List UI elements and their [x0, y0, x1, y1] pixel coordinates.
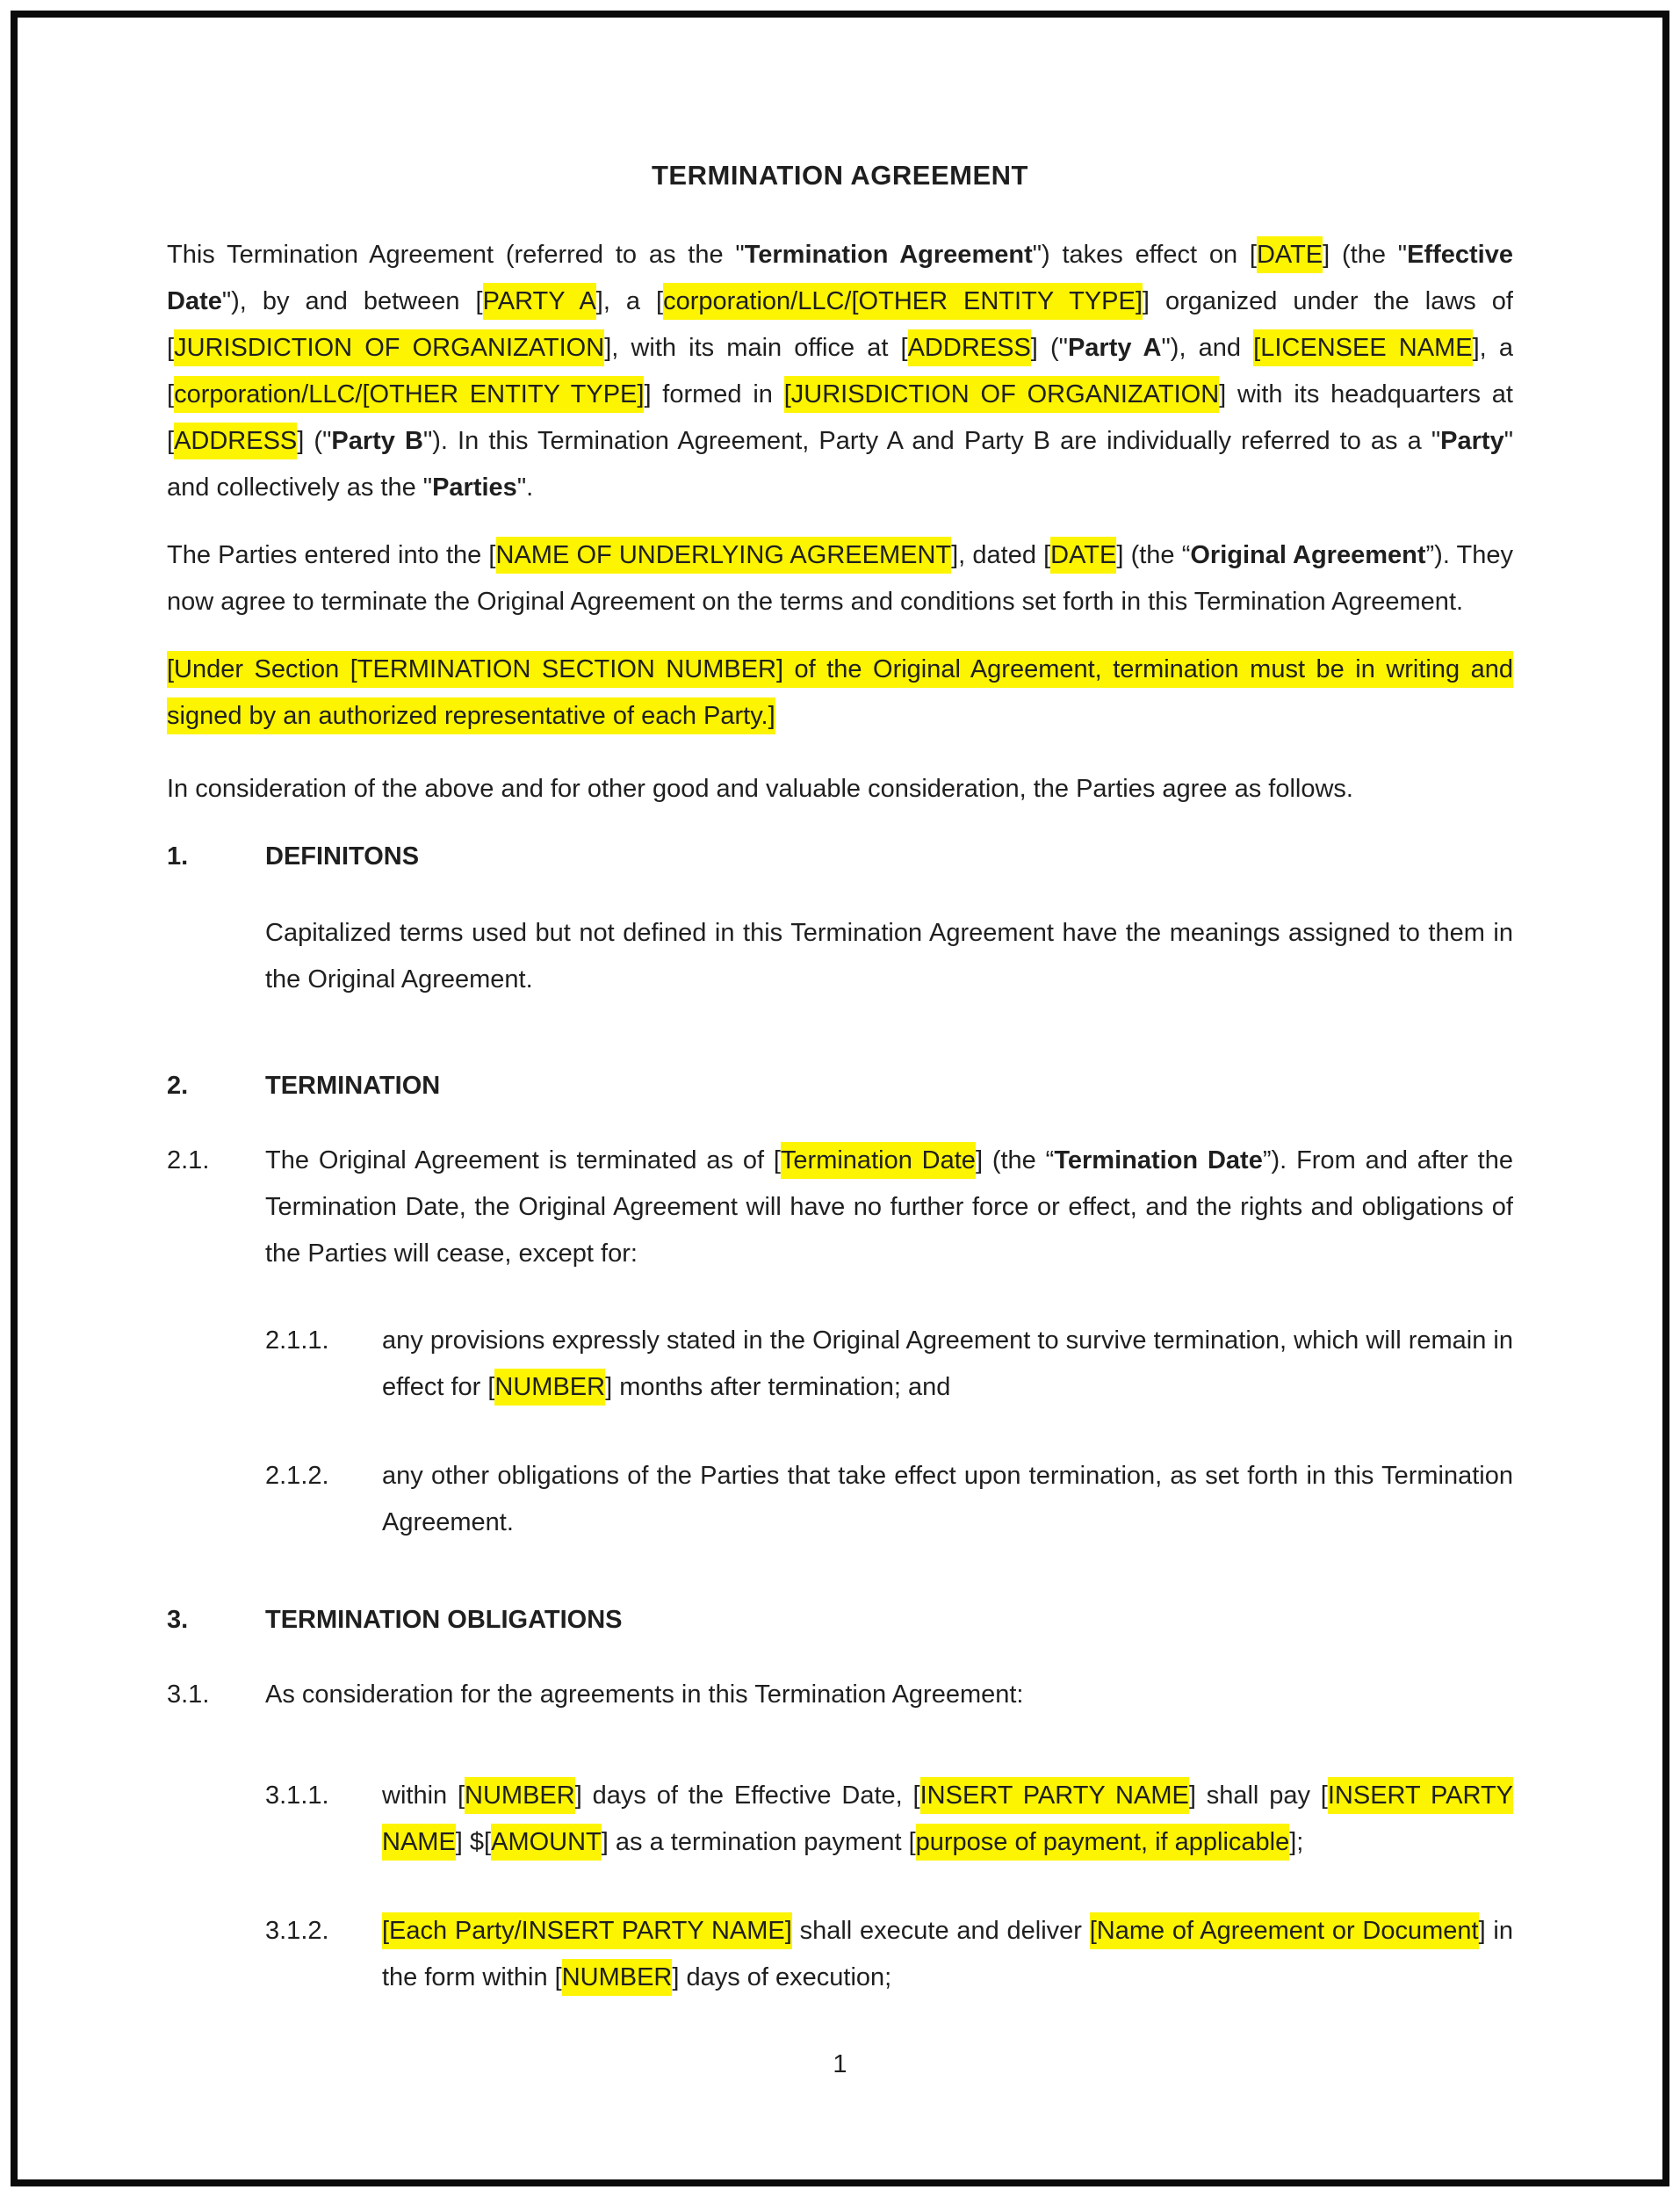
section-heading-definitions [167, 834, 1513, 880]
placeholder-highlight: DATE [1050, 537, 1116, 574]
placeholder-highlight: corporation/LLC/[OTHER ENTITY TYPE] [174, 376, 644, 413]
placeholder-highlight: NUMBER [494, 1369, 605, 1406]
clause-text [382, 1318, 1513, 1411]
text-run: ] (" [297, 427, 332, 455]
clause-text [265, 910, 1513, 1003]
clause-number: 2.1.2. [265, 1462, 329, 1490]
text-run: Party B [331, 427, 423, 455]
text-run: shall execute and deliver [791, 1917, 1090, 1945]
text-run: ], a [ [167, 334, 1513, 408]
section-number: 3. [167, 1606, 189, 1634]
text-run: ”). They now agree to terminate the Original Agreement on the terms and conditions set forth in this Termination Agreement. [167, 541, 1513, 616]
clause-2-1 [167, 1138, 1513, 1277]
text-run: ] organized under the laws of [ [167, 287, 1513, 362]
text-run: Party A [1067, 334, 1162, 362]
placeholder-highlight: [Name of Agreement or Document [1090, 1912, 1479, 1949]
text-run: Effective Date [167, 241, 1513, 315]
text-run: ] shall pay [ [1188, 1781, 1328, 1810]
text-run: any provisions expressly stated in the Original Agreement to survive termination, which will remain in effect for [ [382, 1326, 1513, 1401]
text-run: ] days of execution; [672, 1963, 892, 1991]
text-run: As consideration for the agreements in this Termination Agreement: [265, 1680, 1024, 1709]
text-run: "), by and between [ [221, 287, 483, 315]
clause-3-1-2 [265, 1908, 1513, 2001]
text-run: ] (the “ [1116, 541, 1191, 569]
text-run: The Parties entered into the [ [167, 541, 496, 569]
text-run: ] months after termination; and [605, 1373, 951, 1401]
text-run: ] (" [1030, 334, 1068, 362]
placeholder-highlight: corporation/LLC/[OTHER ENTITY TYPE] [663, 283, 1143, 320]
page-border [11, 11, 1669, 2186]
clause-text [382, 1773, 1513, 1866]
text-run: Party [1440, 427, 1504, 455]
text-run: Original Agreement [1190, 541, 1426, 569]
placeholder-highlight: NAME OF UNDERLYING AGREEMENT [496, 537, 952, 574]
clause-number: 3.1. [167, 1680, 210, 1709]
text-run: "). In this Termination Agreement, Party A and Party B are individually referred to as a " [422, 427, 1441, 455]
definitions-body [167, 910, 1513, 1003]
placeholder-highlight: purpose of payment, if applicable [916, 1824, 1290, 1861]
placeholder-highlight: [Under Section [TERMINATION SECTION NUMBER] of the Original Agreement, termination must be in writing and signed by an authorized representative of each Party.] [167, 651, 1513, 734]
section-label: DEFINITONS [265, 842, 420, 871]
placeholder-highlight: ADDRESS [174, 423, 297, 459]
document-body [167, 232, 1513, 2001]
text-run: " and collectively as the " [167, 427, 1514, 502]
text-run: ") takes effect on [ [1032, 241, 1257, 269]
placeholder-highlight: [JURISDICTION OF ORGANIZATION [784, 376, 1219, 413]
clause-2-1-2 [265, 1453, 1513, 1546]
clause-text [382, 1908, 1513, 2001]
document-title: TERMINATION AGREEMENT [652, 160, 1028, 191]
clause-text [265, 1138, 1513, 1277]
text-run: any other obligations of the Parties that take effect upon termination, as set forth in this Termination Agreement. [382, 1462, 1513, 1536]
section-label: TERMINATION [265, 1072, 441, 1100]
clause-3-1-1 [265, 1773, 1513, 1866]
text-run: ". [516, 473, 534, 502]
text-run: ] (the " [1323, 241, 1408, 269]
text-run: Parties [432, 473, 517, 502]
section-number: 1. [167, 842, 189, 871]
text-run: ] in the form within [ [382, 1917, 1514, 1991]
text-run: ]; [1289, 1828, 1304, 1856]
text-run: The Original Agreement is terminated as of [ [265, 1146, 781, 1174]
text-run: ], dated [ [951, 541, 1051, 569]
text-run: In consideration of the above and for other good and valuable consideration, the Parties agree as follows. [167, 775, 1353, 803]
section-heading-termination-obligations [167, 1597, 1513, 1644]
clause-3-1 [167, 1672, 1513, 1718]
text-run: ] as a termination payment [ [601, 1828, 916, 1856]
placeholder-highlight: AMOUNT [491, 1824, 602, 1861]
text-run: This Termination Agreement (referred to as the " [167, 241, 745, 269]
consideration-paragraph [167, 766, 1513, 813]
clause-number: 2.1. [167, 1146, 210, 1174]
placeholder-highlight: [LICENSEE NAME [1253, 329, 1472, 366]
clause-number: 2.1.1. [265, 1326, 329, 1355]
text-run: ] formed in [644, 380, 784, 408]
text-run: Termination Agreement [744, 241, 1033, 269]
intro-paragraph [167, 232, 1513, 511]
text-run: ], with its main office at [ [604, 334, 908, 362]
placeholder-highlight: Termination Date [781, 1142, 976, 1179]
termination-notice-paragraph [167, 647, 1513, 740]
text-run: Termination Date [1054, 1146, 1263, 1174]
placeholder-highlight: PARTY A [483, 283, 596, 320]
clause-2-1-1 [265, 1318, 1513, 1411]
text-run: ] with its headquarters at [ [167, 380, 1513, 455]
text-run: "), and [1161, 334, 1254, 362]
page-number: 1 [833, 2050, 847, 2078]
recitals-paragraph [167, 532, 1513, 625]
section-heading-termination [167, 1063, 1513, 1109]
text-run: ] $[ [455, 1828, 492, 1856]
section-number: 2. [167, 1072, 189, 1100]
placeholder-highlight: DATE [1257, 236, 1323, 273]
clause-text [382, 1453, 1513, 1546]
section-label: TERMINATION OBLIGATIONS [265, 1606, 623, 1634]
text-run: ], a [ [595, 287, 664, 315]
text-run: ”). From and after the Termination Date, the Original Agreement will have no further force or effect, and the rights and obligations of the Parties will cease, except for: [265, 1146, 1513, 1268]
placeholder-highlight: NUMBER [562, 1959, 673, 1996]
placeholder-highlight: [Each Party/INSERT PARTY NAME] [382, 1912, 792, 1949]
placeholder-highlight: JURISDICTION OF ORGANIZATION [174, 329, 604, 366]
clause-text [265, 1672, 1513, 1718]
placeholder-highlight: INSERT PARTY NAME [382, 1777, 1513, 1861]
text-run: Capitalized terms used but not defined in this Termination Agreement have the meanings assigned to them in the Original Agreement. [265, 919, 1513, 994]
text-run: ] days of the Effective Date, [ [574, 1781, 920, 1810]
placeholder-highlight: ADDRESS [908, 329, 1031, 366]
placeholder-highlight: INSERT PARTY NAME [920, 1777, 1189, 1814]
text-run: within [ [382, 1781, 465, 1810]
clause-number: 3.1.1. [265, 1781, 329, 1810]
placeholder-highlight: NUMBER [465, 1777, 575, 1814]
clause-number: 3.1.2. [265, 1917, 329, 1945]
text-run: ] (the “ [975, 1146, 1055, 1174]
